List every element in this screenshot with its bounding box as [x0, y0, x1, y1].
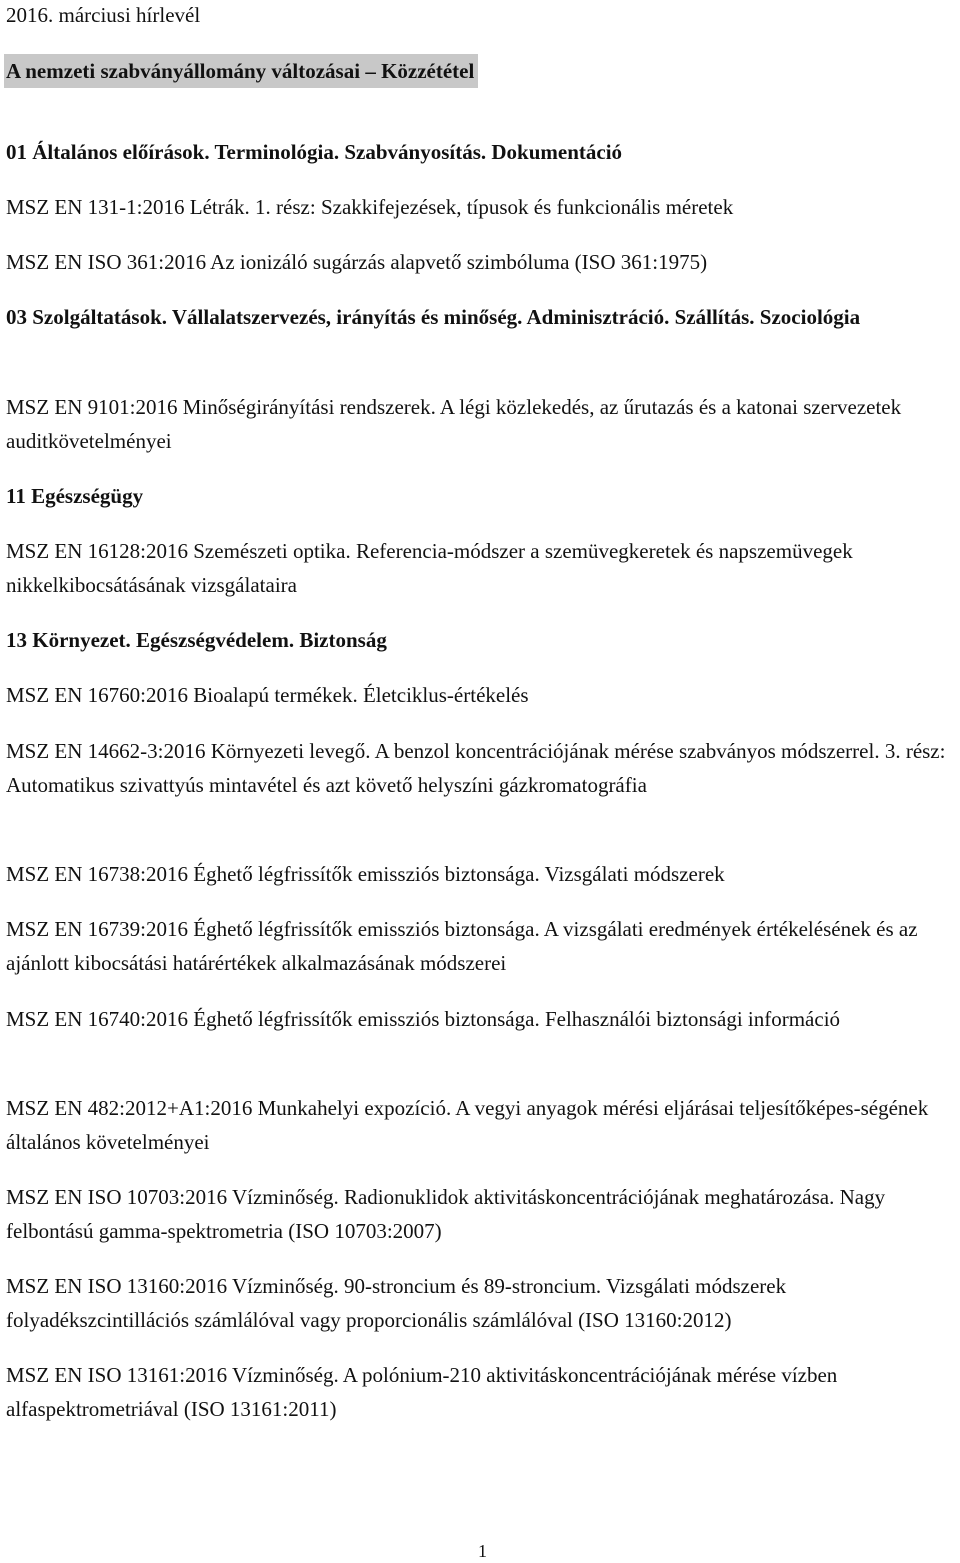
standard-entry: MSZ EN 131-1:2016 Létrák. 1. rész: Szakkifejezések, típusok és funkcionális méretek [6, 195, 734, 219]
standard-entry: MSZ EN 16739:2016 Éghető légfrissítők emissziós biztonsága. A vizsgálati eredmények értékelésének és az ajánlott kibocsátási határértékek alkalmazásának módszerei [6, 917, 918, 975]
standard-entry: MSZ EN ISO 13160:2016 Vízminőség. 90-stroncium és 89-stroncium. Vizsgálati módszerek folyadékszcintillációs számlálóval vagy proporcionális számlálóval (ISO 13160:2012) [6, 1274, 787, 1332]
category-heading-13: 13 Környezet. Egészségvédelem. Biztonság [6, 628, 387, 652]
standard-entry: MSZ EN ISO 10703:2016 Vízminőség. Radionuklidok aktivitáskoncentrációjának meghatározása. Nagy felbontású gamma-spektrometria (ISO 10703:2007) [6, 1185, 886, 1243]
standard-entry: MSZ EN 16128:2016 Szemészeti optika. Referencia-módszer a szemüvegkeretek és napszemüvegek nikkelkibocsátásának vizsgálataira [6, 539, 853, 597]
standard-entry: MSZ EN 14662-3:2016 Környezeti levegő. A benzol koncentrációjának mérése szabványos módszerrel. 3. rész: Automatikus szivattyús mintavétel és azt követő helyszíni gázkromatográfia [6, 739, 946, 797]
main-heading: A nemzeti szabványállomány változásai – Közzététel [4, 54, 478, 88]
standard-entry: MSZ EN ISO 361:2016 Az ionizáló sugárzás alapvető szimbóluma (ISO 361:1975) [6, 250, 708, 274]
newsletter-title: 2016. márciusi hírlevél [6, 3, 201, 27]
standard-entry: MSZ EN 9101:2016 Minőségirányítási rendszerek. A légi közlekedés, az űrutazás és a katonai szervezetek auditkövetelményei [6, 395, 902, 453]
standard-entry: MSZ EN 16740:2016 Éghető légfrissítők emissziós biztonsága. Felhasználói biztonsági információ [6, 1007, 841, 1031]
standard-entry: MSZ EN ISO 13161:2016 Vízminőség. A polónium-210 aktivitáskoncentrációjának mérése vízben alfaspektrometriával (ISO 13161:2011) [6, 1363, 838, 1421]
category-heading-03: 03 Szolgáltatások. Vállalatszervezés, irányítás és minőség. Adminisztráció. Szállítás. Szociológia [6, 305, 861, 329]
standard-entry: MSZ EN 16760:2016 Bioalapú termékek. Életciklus-értékelés [6, 683, 529, 707]
standard-entry: MSZ EN 482:2012+A1:2016 Munkahelyi expozíció. A vegyi anyagok mérési eljárásai teljesítőképes-ségének általános követelményei [6, 1096, 929, 1154]
page-number: 1 [478, 1541, 487, 1561]
category-heading-11: 11 Egészségügy [6, 484, 144, 508]
standard-entry: MSZ EN 16738:2016 Éghető légfrissítők emissziós biztonsága. Vizsgálati módszerek [6, 862, 725, 886]
category-heading-01: 01 Általános előírások. Terminológia. Szabványosítás. Dokumentáció [6, 140, 623, 164]
